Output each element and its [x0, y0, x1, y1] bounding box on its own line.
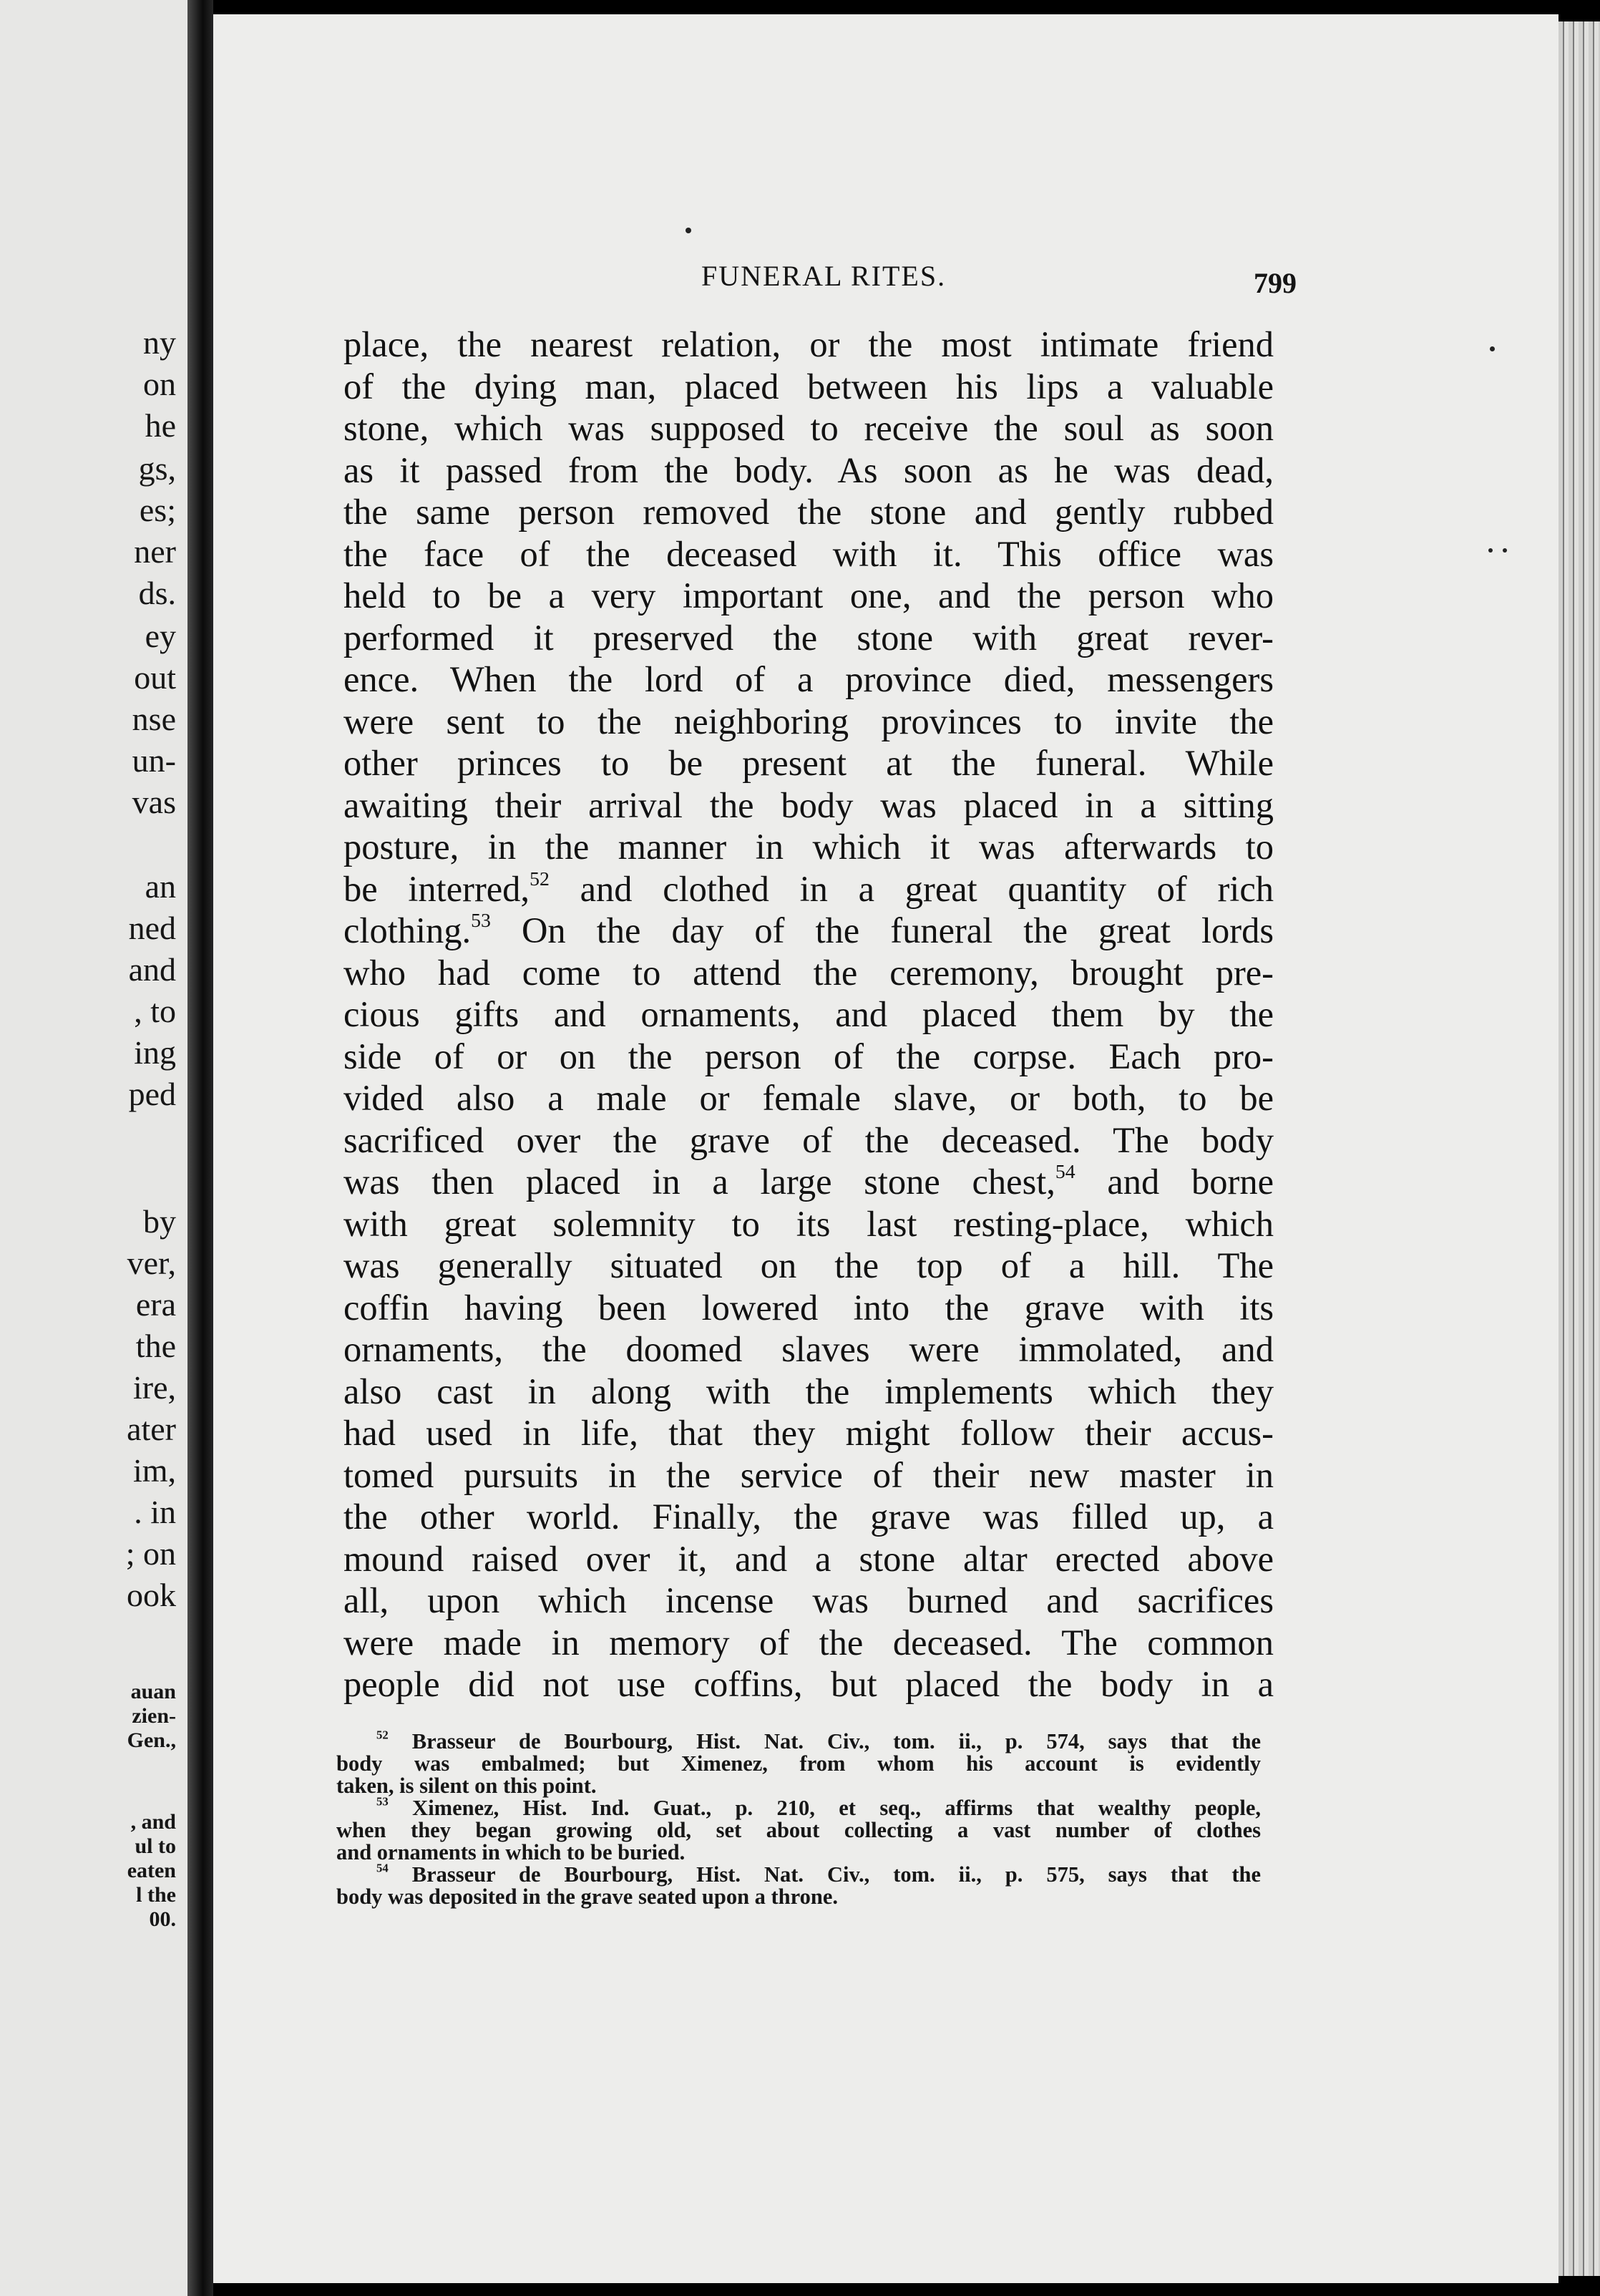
footnote-line: [336, 1861, 1262, 1887]
text-line: who had come to attend the ceremony, brought pre-: [343, 952, 1274, 993]
footnote-line: [336, 1728, 1262, 1753]
facing-page-text: . in: [134, 1494, 176, 1530]
footnote-line: body was deposited in the grave seated upon a throne.: [336, 1884, 839, 1909]
text-line: was generally situated on the top of a hill. The: [343, 1245, 1274, 1285]
text-line: [343, 910, 1274, 952]
facing-page-text: ook: [127, 1577, 176, 1613]
facing-page-text: ire,: [132, 1369, 176, 1406]
facing-page-text: ey: [145, 618, 176, 654]
text-line: were sent to the neighboring provinces to invite the: [343, 701, 1274, 741]
facing-page-text: , to: [134, 993, 176, 1029]
text-line: with great solemnity to its last resting-place, which: [343, 1203, 1274, 1244]
footnote-text: Brasseur de Bourbourg, Hist. Nat. Civ., tom. ii., p. 575, says that the: [411, 1862, 1262, 1887]
text-line: cious gifts and ornaments, and placed them by the: [343, 994, 1274, 1034]
footnote-line: taken, is silent on this point.: [336, 1774, 597, 1798]
text-line: performed it preserved the stone with great rever-: [343, 617, 1274, 658]
text-line: vided also a male or female slave, or both, to be: [343, 1078, 1274, 1118]
footnote-ref: 54: [1055, 1160, 1075, 1183]
footnote-ref: 52: [530, 867, 550, 890]
facing-page-fragment: [0, 0, 187, 2296]
facing-page-text: ver,: [127, 1245, 176, 1281]
text-line: ence. When the lord of a province died, messengers: [343, 659, 1274, 699]
facing-page-text: ing: [134, 1034, 176, 1071]
facing-page-text: nse: [132, 701, 176, 737]
text-line: the other world. Finally, the grave was filled up, a: [343, 1497, 1274, 1537]
footnote-line: body was embalmed; but Ximenez, from whom his account is evidently: [336, 1751, 1261, 1776]
book-gutter: [187, 0, 213, 2296]
facing-page-text: out: [134, 659, 176, 696]
text-segment: On the day of the funeral the great lords: [521, 910, 1274, 950]
facing-page-note-text: auan: [130, 1680, 176, 1703]
text-line: place, the nearest relation, or the most intimate friend: [343, 324, 1274, 364]
facing-page-text: ds.: [138, 575, 176, 611]
footnote-number: 52: [376, 1728, 389, 1742]
text-line: stone, which was supposed to receive the soul as soon: [343, 408, 1274, 448]
ink-speck: [1488, 548, 1493, 553]
text-line: people did not use coffins, but placed the body in a: [343, 1664, 1274, 1704]
facing-page-note-text: , and: [130, 1810, 176, 1834]
text-line: awaiting their arrival the body was placed in a sitting: [343, 784, 1274, 825]
facing-page-text: es;: [139, 492, 176, 528]
facing-page-text: on: [143, 366, 176, 402]
text-segment: be interred,: [343, 868, 530, 909]
facing-page-text: by: [143, 1203, 176, 1240]
text-line: all, upon which incense was burned and sacrifices: [343, 1580, 1274, 1620]
text-line: mound raised over it, and a stone altar erected above: [343, 1538, 1274, 1579]
footnote-number: 54: [376, 1861, 389, 1875]
text-segment: clothing.: [343, 910, 472, 950]
footnote-line: when they began growing old, set about collecting a vast number of clothes: [336, 1818, 1261, 1842]
facing-page-text: un-: [132, 742, 176, 779]
facing-page-text: gs,: [138, 450, 176, 487]
footnote-line: [336, 1794, 1261, 1820]
footnote-ref: 53: [471, 909, 491, 932]
text-line: side of or on the person of the corpse. Each pro-: [343, 1036, 1274, 1076]
footnote-line: and ornaments in which to be buried.: [336, 1840, 686, 1864]
footnotes: [336, 1728, 1262, 1909]
ink-speck: [1503, 548, 1507, 553]
facing-page-text: vas: [132, 784, 176, 820]
facing-page-text: ny: [143, 324, 176, 361]
text-line: [343, 1161, 1274, 1203]
ink-speck: [1490, 346, 1495, 351]
facing-page-note-text: l the: [136, 1883, 176, 1907]
ink-speck: [686, 228, 691, 233]
facing-page-text: ped: [128, 1076, 176, 1112]
text-segment: was then placed in a large stone chest,: [343, 1162, 1055, 1202]
facing-page-text: ner: [134, 533, 176, 570]
text-segment: and clothed in a great quantity of rich: [580, 868, 1274, 909]
text-line: posture, in the manner in which it was afterwards to: [343, 827, 1274, 867]
text-line: of the dying man, placed between his lips a valuable: [343, 366, 1274, 407]
text-line: coffin having been lowered into the grave with its: [343, 1287, 1274, 1328]
text-line: were made in memory of the deceased. The common: [343, 1622, 1274, 1663]
footnote-text: Brasseur de Bourbourg, Hist. Nat. Civ., tom. ii., p. 574, says that the: [411, 1729, 1262, 1753]
text-line: sacrificed over the grave of the deceased. The body: [343, 1119, 1274, 1160]
facing-page-text: ater: [127, 1411, 176, 1447]
footnote-text: Ximenez, Hist. Ind. Guat., p. 210, et seq., affirms that wealthy people,: [412, 1796, 1261, 1820]
facing-page-note-text: ul to: [135, 1834, 176, 1858]
facing-page-text: an: [145, 868, 176, 905]
text-line: the same person removed the stone and gently rubbed: [343, 492, 1274, 532]
page-edges: [1558, 21, 1600, 2276]
facing-page-note-text: 00.: [149, 1907, 176, 1931]
text-line: the face of the deceased with it. This office was: [343, 533, 1274, 574]
facing-page-text: the: [135, 1328, 176, 1364]
text-line: also cast in along with the implements which they: [343, 1371, 1274, 1411]
text-line: as it passed from the body. As soon as he was dead,: [343, 449, 1274, 490]
footnote-number: 53: [376, 1794, 389, 1809]
facing-page-text: im,: [132, 1452, 176, 1489]
facing-page-text: era: [135, 1286, 176, 1323]
running-head: FUNERAL RITES.: [701, 260, 947, 292]
facing-page-note-text: eaten: [127, 1859, 176, 1882]
text-line: ornaments, the doomed slaves were immolated, and: [343, 1329, 1274, 1369]
text-line: [343, 868, 1274, 910]
text-line: other princes to be present at the funeral. While: [343, 743, 1274, 783]
facing-page-text: ; on: [125, 1535, 176, 1572]
facing-page-text: and: [128, 951, 176, 988]
text-line: tomed pursuits in the service of their new master in: [343, 1454, 1274, 1495]
facing-page-text: he: [145, 407, 176, 444]
body-text: [343, 324, 1274, 1706]
facing-page-note-text: zien-: [132, 1704, 176, 1728]
page-number: 799: [1254, 267, 1297, 299]
facing-page-text: ned: [128, 910, 176, 946]
text-line: had used in life, that they might follow their accus-: [343, 1413, 1274, 1453]
text-segment: and borne: [1107, 1162, 1274, 1202]
facing-page-note-text: Gen.,: [127, 1728, 176, 1752]
text-line: held to be a very important one, and the person who: [343, 575, 1274, 616]
